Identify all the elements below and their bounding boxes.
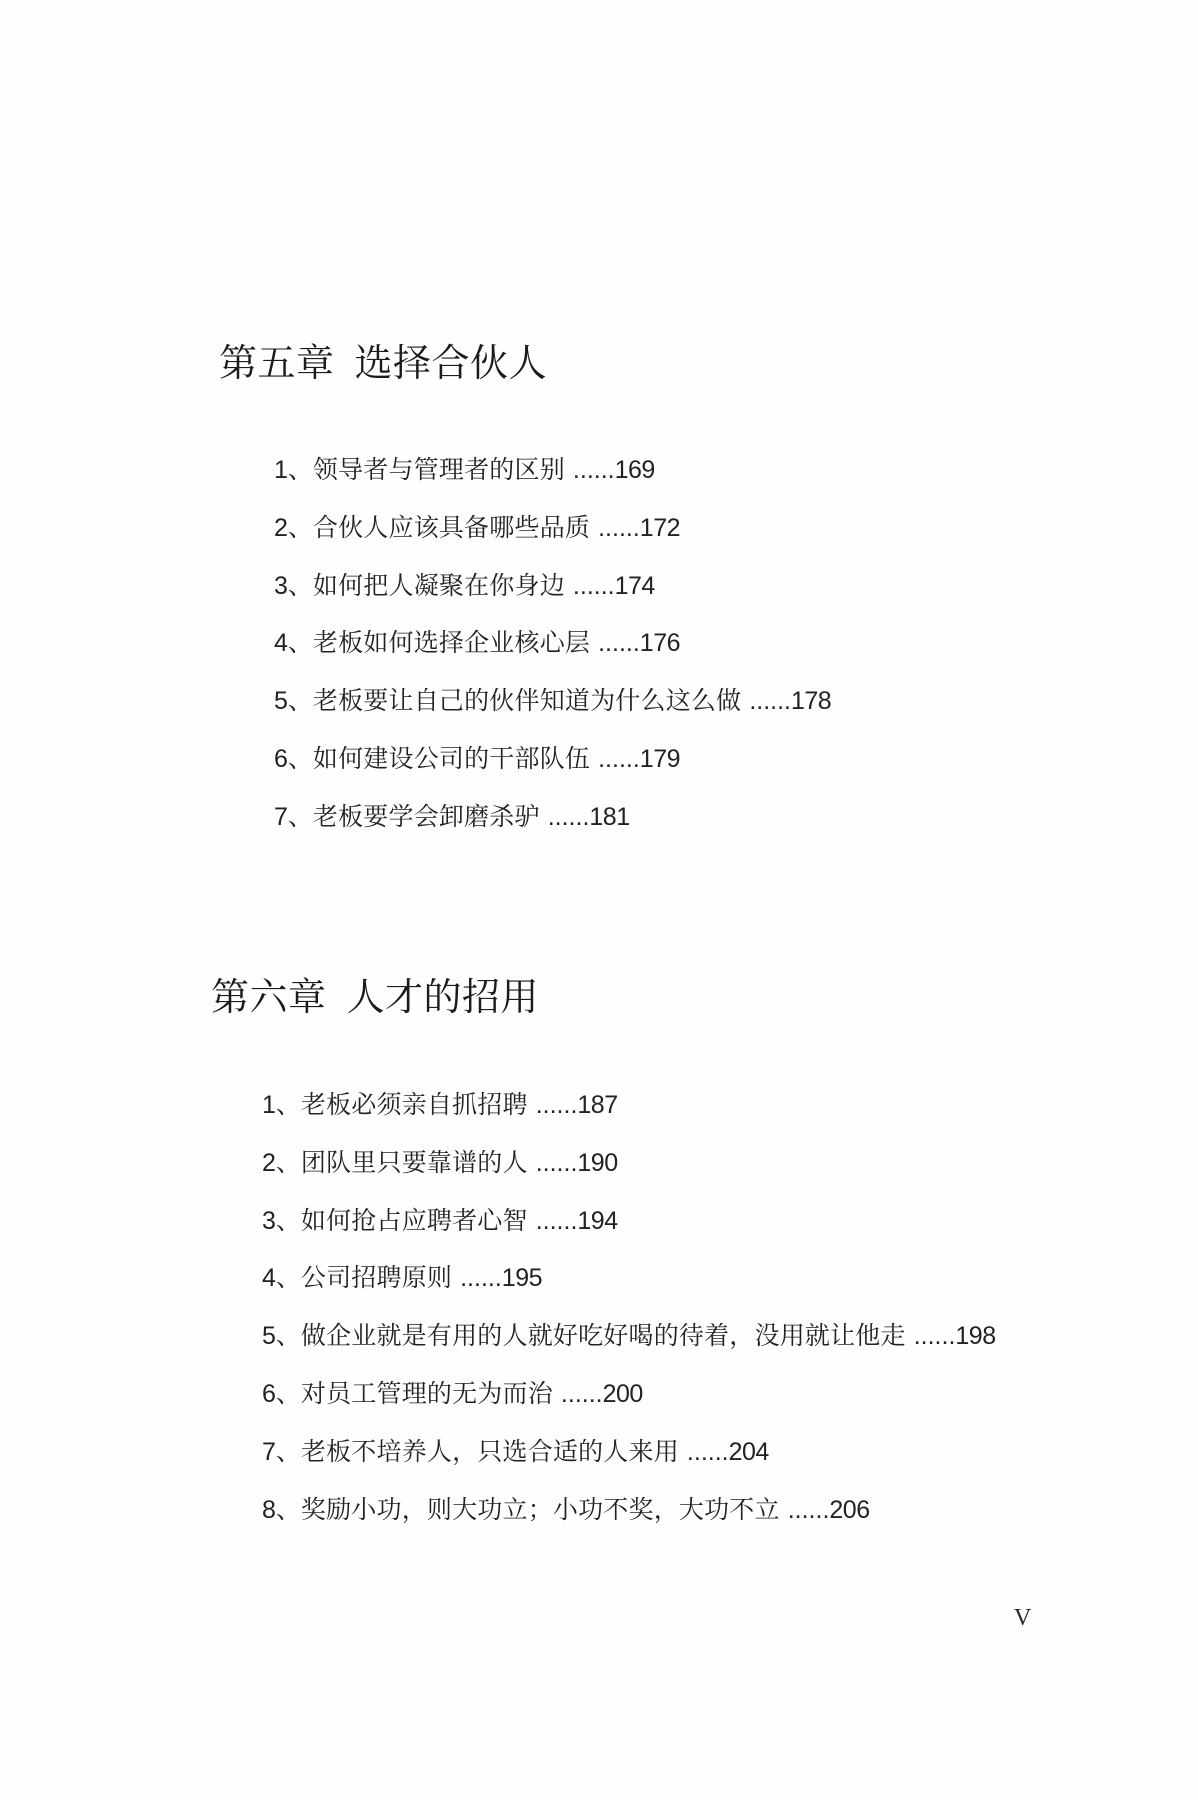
toc-item-leader: ...... [572, 456, 615, 484]
toc-item-number: 3、 [262, 1206, 301, 1235]
toc-item-page: 172 [639, 513, 681, 542]
toc-item-leader: ...... [535, 1206, 578, 1235]
toc-item-leader: ...... [686, 1437, 729, 1466]
toc-item-number: 1、 [274, 456, 313, 484]
toc-item-title: 如何把人凝聚在你身边 [312, 571, 565, 600]
toc-item-title: 公司招聘原则 [300, 1264, 453, 1293]
toc-item-number: 4、 [262, 1264, 301, 1293]
toc-item-leader: ...... [749, 687, 791, 716]
toc-item-number: 7、 [262, 1437, 301, 1466]
toc-list [274, 442, 831, 847]
toc-item-page: 174 [614, 571, 655, 600]
toc-item [274, 789, 831, 847]
toc-item-number: 4、 [274, 629, 313, 658]
toc-item-number: 1、 [262, 1091, 301, 1119]
toc-item [262, 1193, 996, 1251]
toc-item-title: 做企业就是有用的人就好吃好喝的待着，没用就让他走 [300, 1322, 906, 1351]
toc-item [274, 442, 831, 500]
toc-item-page: 169 [614, 456, 655, 484]
toc-item-page: 187 [577, 1091, 618, 1119]
chapter-heading [219, 341, 547, 385]
toc-item-page: 194 [577, 1206, 618, 1235]
toc-item-number: 2、 [262, 1148, 301, 1177]
toc-item-title: 如何抢占应聘者心智 [300, 1206, 528, 1235]
toc-item-page: 204 [728, 1437, 769, 1466]
toc-item-leader: ...... [598, 513, 640, 542]
toc-item [262, 1482, 996, 1540]
toc-item-page: 179 [639, 744, 681, 773]
toc-item-title: 老板必须亲自抓招聘 [300, 1091, 528, 1119]
toc-item-title: 老板要让自己的伙伴知道为什么这么做 [312, 687, 742, 716]
toc-item-page: 195 [501, 1264, 543, 1293]
toc-item-leader: ...... [913, 1322, 956, 1351]
toc-item-title: 奖励小功，则大功立；小功不奖，大功不立 [300, 1495, 780, 1524]
toc-item-title: 老板要学会卸磨杀驴 [312, 802, 540, 831]
toc-item-leader: ...... [598, 744, 640, 773]
toc-item-page: 176 [639, 629, 681, 658]
toc-item-number: 6、 [274, 744, 313, 773]
toc-item-title: 如何建设公司的干部队伍 [312, 744, 591, 773]
toc-item-page: 181 [589, 802, 630, 831]
toc-item-page: 190 [577, 1148, 618, 1177]
toc-item [274, 500, 831, 558]
toc-item-leader: ...... [460, 1264, 502, 1293]
page-number: V [1014, 1605, 1032, 1631]
toc-item-leader: ...... [560, 1379, 603, 1408]
toc-item-title: 老板如何选择企业核心层 [312, 629, 591, 658]
chapter-title: 选择合伙人 [354, 341, 548, 385]
toc-item-number: 2、 [274, 513, 313, 542]
toc-item [274, 673, 831, 731]
toc-item-leader: ...... [572, 571, 615, 600]
toc-item-number: 5、 [274, 687, 313, 716]
toc-item-leader: ...... [787, 1495, 830, 1524]
chapter-number: 第六章 [211, 975, 327, 1019]
toc-item-page: 198 [955, 1322, 996, 1351]
toc-item-leader: ...... [598, 629, 640, 658]
toc-item-page: 200 [602, 1379, 643, 1408]
toc-item-number: 6、 [262, 1379, 301, 1408]
toc-item-leader: ...... [535, 1148, 578, 1177]
toc-item [262, 1250, 996, 1308]
toc-item-leader: ...... [547, 802, 590, 831]
chapter-heading [211, 975, 539, 1019]
toc-item-number: 7、 [274, 802, 313, 831]
toc-item [274, 731, 831, 789]
toc-item-number: 5、 [262, 1322, 301, 1351]
toc-item-number: 8、 [262, 1495, 301, 1524]
toc-item-page: 206 [829, 1495, 870, 1524]
toc-item [262, 1135, 996, 1193]
chapter-title: 人才的招用 [346, 975, 540, 1019]
toc-item-title: 团队里只要靠谱的人 [300, 1148, 528, 1177]
toc-item [274, 558, 831, 616]
toc-item-leader: ...... [535, 1091, 578, 1119]
toc-item-title: 领导者与管理者的区别 [312, 456, 565, 484]
toc-item-title: 对员工管理的无为而治 [300, 1379, 553, 1408]
toc-list [262, 1077, 996, 1539]
toc-item-page: 178 [791, 687, 832, 716]
toc-item-title: 合伙人应该具备哪些品质 [312, 513, 591, 542]
toc-item [262, 1424, 996, 1482]
toc-item-title: 老板不培养人，只选合适的人来用 [300, 1437, 679, 1466]
toc-item [262, 1308, 996, 1366]
toc-item-number: 3、 [274, 571, 313, 600]
toc-item [262, 1077, 996, 1135]
toc-item [274, 615, 831, 673]
chapter-number: 第五章 [219, 341, 335, 385]
toc-item [262, 1366, 996, 1424]
